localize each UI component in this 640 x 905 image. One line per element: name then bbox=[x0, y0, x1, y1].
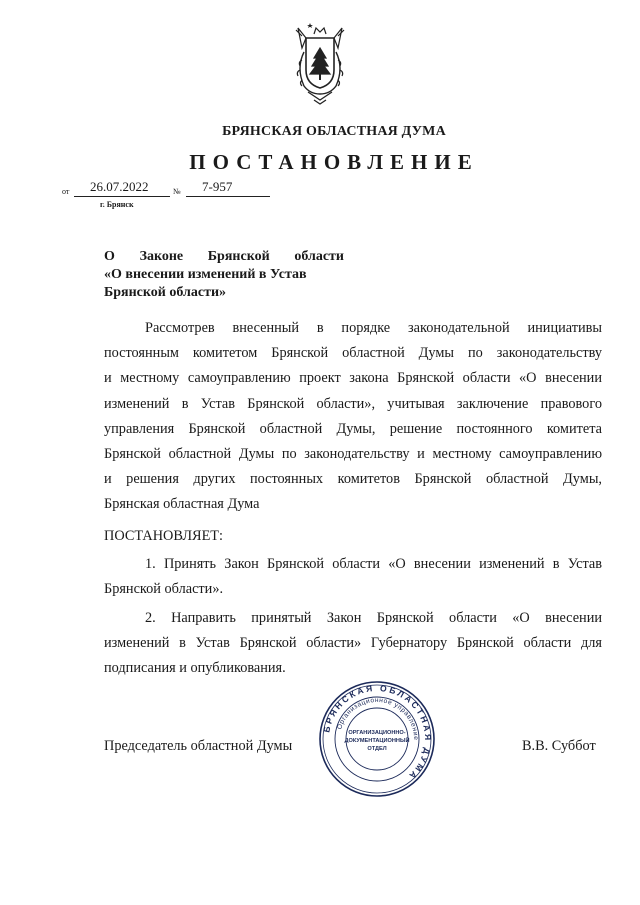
official-seal bbox=[318, 680, 436, 798]
number-underline bbox=[186, 196, 270, 197]
subject-line: «О внесении изменений в Устав bbox=[104, 267, 307, 282]
paragraph-line: Брянская областная Дума bbox=[104, 496, 260, 513]
document-type: ПОСТАНОВЛЕНИЕ bbox=[189, 150, 479, 174]
decree-word: ПОСТАНОВЛЯЕТ: bbox=[104, 528, 224, 544]
paragraph-line: постоянным комитетом Брянской областной Думы по законодательству bbox=[104, 345, 602, 362]
paragraph-line: 2. Направить принятый Закон Брянской области «О внесении bbox=[145, 610, 602, 626]
city: г. Брянск bbox=[100, 200, 134, 209]
seal-center-line: ОТДЕЛ bbox=[367, 746, 387, 752]
organization-name: БРЯНСКАЯ ОБЛАСТНАЯ ДУМА bbox=[222, 124, 446, 139]
paragraph-line: изменений в Устав Брянской области» Губернатору Брянской области для bbox=[104, 635, 602, 652]
paragraph-line: управления Брянской областной Думы, решение постоянного комитета bbox=[104, 420, 602, 437]
seal-center-line: ДОКУМЕНТАЦИОННЫЙ bbox=[344, 738, 410, 744]
paragraph-line: и местному самоуправлению проект закона Брянской области «О внесении bbox=[104, 370, 602, 387]
date-underline bbox=[74, 196, 170, 197]
item-1-paragraph bbox=[104, 552, 602, 602]
document-date: 26.07.2022 bbox=[90, 179, 149, 194]
paragraph-line: и решения других постоянных комитетов Брянской областной Думы, bbox=[104, 471, 602, 488]
paragraph-line: 1. Принять Закон Брянской области «О внесении изменений в Устав bbox=[145, 556, 602, 572]
paragraph-line: Брянской областной Думы по законодательству и местному самоуправлению bbox=[104, 446, 602, 463]
subject-line: О Законе Брянской области bbox=[104, 249, 344, 264]
document-subject bbox=[104, 248, 344, 302]
paragraph-line: подписания и опубликования. bbox=[104, 660, 286, 677]
number-prefix: № bbox=[173, 187, 181, 196]
subject-line: Брянской области» bbox=[104, 285, 227, 300]
coat-of-arms-emblem bbox=[288, 8, 352, 108]
seal-outer-text: БРЯНСКАЯ ОБЛАСТНАЯ ДУМА bbox=[321, 682, 434, 783]
signatory-name: В.В. Суббот bbox=[522, 738, 596, 754]
paragraph-line: Рассмотрев внесенный в порядке законодательной инициативы bbox=[145, 320, 602, 336]
paragraph-line: изменений в Устав Брянской области», учитывая заключение правового bbox=[104, 395, 602, 412]
signatory-position: Председатель областной Думы bbox=[104, 738, 293, 754]
date-prefix: от bbox=[62, 187, 70, 196]
seal-ring-text: Организационное управление bbox=[336, 696, 420, 741]
document-number: 7-957 bbox=[202, 179, 233, 194]
item-2-paragraph bbox=[104, 606, 602, 682]
paragraph-line: Брянской области». bbox=[104, 581, 224, 598]
intro-paragraph bbox=[104, 316, 602, 518]
seal-center-line: ОРГАНИЗАЦИОННО- bbox=[348, 730, 406, 736]
